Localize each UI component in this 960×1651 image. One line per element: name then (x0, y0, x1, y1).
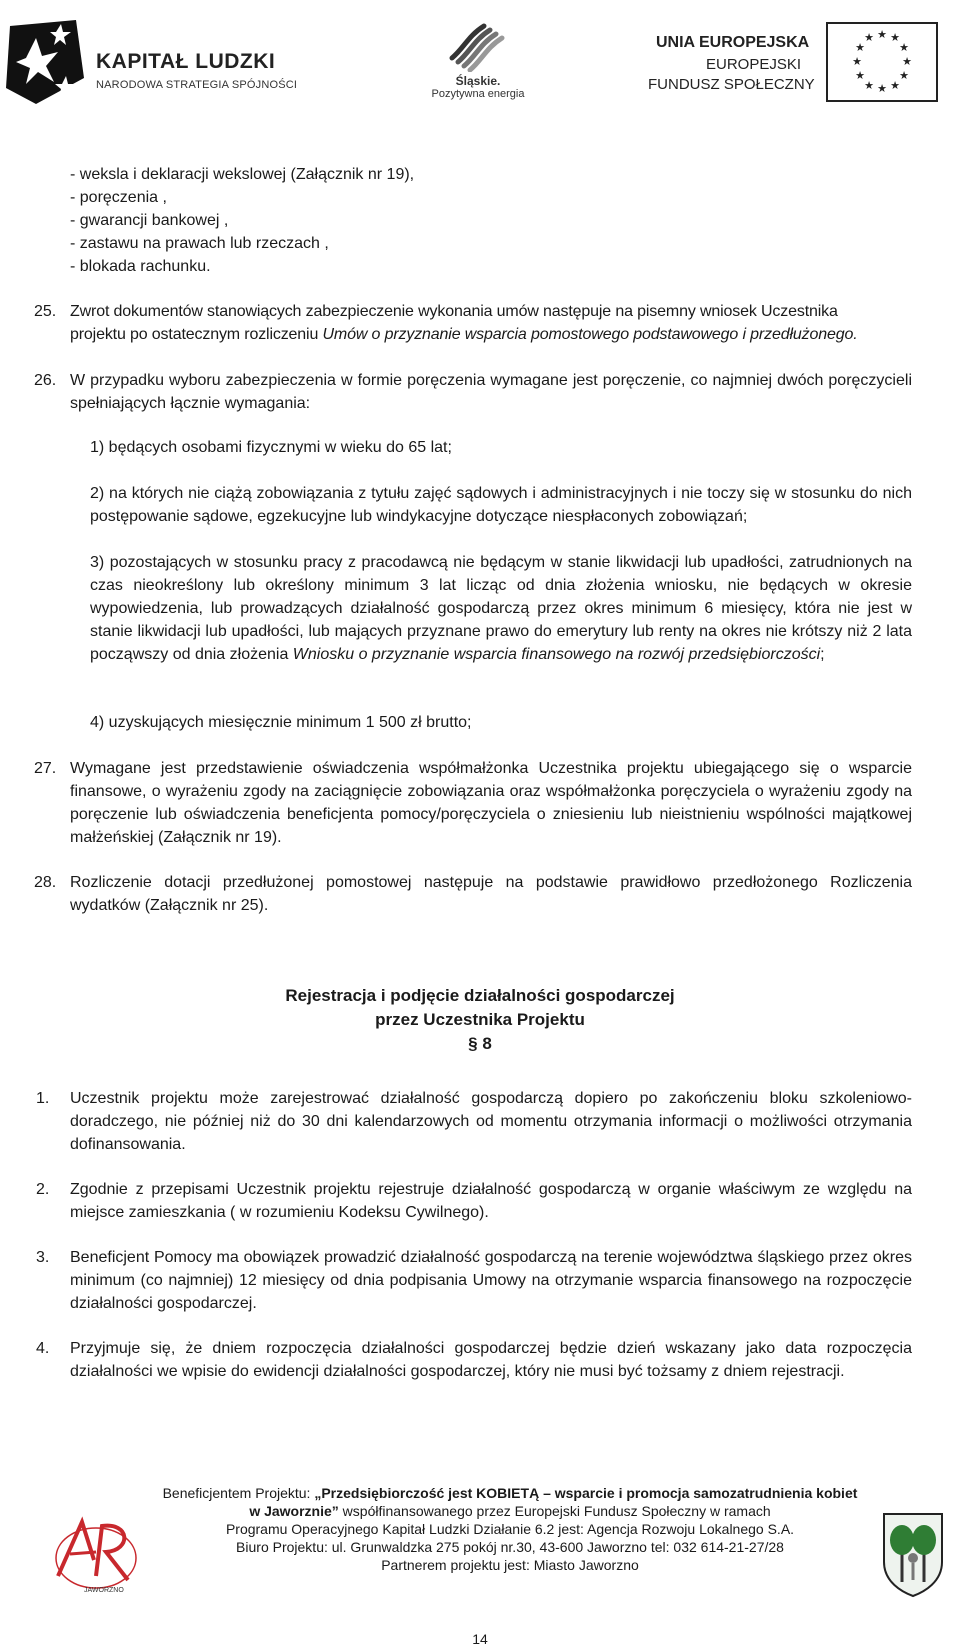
eu-logo (640, 22, 950, 112)
section-paragraph-sign: § 8 (468, 1034, 492, 1053)
slaskie-tagline: Pozytywna energia (431, 88, 525, 100)
footer-line-5: Partnerem projektu jest: Miasto Jaworzno (381, 1557, 639, 1573)
svg-text:★: ★ (855, 69, 865, 82)
requirement-item-3 (90, 551, 912, 666)
requirement-item-2: 2) na których nie ciążą zobowiązania z tytułu zajęć sądowych i administracyjnych i nie toczy się w stosunku do nich postępowanie sądowe, egzekucyjne lub windykacyjne dotyczące niespłaconych zobowiązań; (90, 485, 912, 525)
footer-beneficiary-label: Beneficjentem Projektu: (162, 1485, 315, 1501)
list-item: - weksla i deklaracji wekslowej (Załącznik nr 19), (70, 166, 415, 183)
kapital-ludzki-subtitle: NARODOWA STRATEGIA SPÓJNOŚCI (96, 79, 298, 91)
footer-cofinancing: współfinansowanego przez Europejski Fundusz Społeczny w ramach (338, 1503, 771, 1519)
svg-text:★: ★ (864, 79, 874, 92)
eu-title: UNIA EUROPEJSKA (656, 34, 810, 51)
paragraph-25-line1: Zwrot dokumentów stanowiących zabezpieczenie wykonania umów następuje na pisemny wniosek Uczestnika (70, 303, 838, 320)
eu-flag (826, 22, 938, 102)
section-heading-line2: przez Uczestnika Projektu (375, 1010, 585, 1029)
kapital-ludzki-logo (6, 18, 306, 108)
paragraph-25-text: projektu po ostatecznym rozliczeniu (70, 326, 323, 343)
paragraph-28-text: Rozliczenie dotacji przedłużonej pomostowej następuje na podstawie prawidłowo przedłożonego Rozliczenia wydatków (Załącznik nr 25). (70, 874, 912, 914)
section-item-1-text: Uczestnik projektu może zarejestrować działalność gospodarczą dopiero po zakończeniu bloku szkoleniowo-doradczego, nie później niż do 30 dni kalendarzowych od momentu otrzymania informacji o możliwości otrzymania dofinansowania. (70, 1090, 912, 1153)
paragraph-number: 2. (36, 1181, 50, 1198)
footer-project-name: „Przedsiębiorczość jest KOBIETĄ – wsparcie i promocja samozatrudnienia kobiet (314, 1485, 858, 1501)
requirement-item-4: 4) uzyskujących miesięcznie minimum 1 500 zł brutto; (90, 714, 472, 731)
slaskie-logo (408, 22, 548, 122)
list-item: - gwarancji bankowej , (70, 212, 229, 229)
svg-text:★: ★ (890, 79, 900, 92)
page-footer (0, 1478, 960, 1651)
paragraph-number: 1. (36, 1090, 50, 1107)
svg-text:★: ★ (864, 31, 874, 44)
list-item: - poręczenia , (70, 189, 167, 206)
footer-line-3: Programu Operacyjnego Kapitał Ludzki Działanie 6.2 jest: Agencja Rozwoju Lokalnego S.A. (225, 1521, 795, 1537)
section-item-4-text: Przyjmuje się, że dniem rozpoczęcia działalności gospodarczej będzie dzień wskazany jako data rozpoczęcia działalności we wpisie do ewidencji działalności gospodarczej, który nie musi być tożsamy z dniem rejestracji. (70, 1340, 912, 1380)
svg-text:★: ★ (877, 82, 887, 95)
kapital-ludzki-emblem-icon (6, 18, 86, 108)
paragraph-26-text: W przypadku wyboru zabezpieczenia w formie poręczenia wymagane jest poręczenie, co najmniej dwóch poręczycieli spełniających łącznie wymagania: (70, 372, 912, 412)
footer-line-1 (150, 1484, 870, 1502)
kapital-ludzki-title: KAPITAŁ LUDZKI (96, 50, 276, 73)
arl-logo (52, 1514, 142, 1594)
eu-subtitle-1: EUROPEJSKI (706, 56, 802, 73)
svg-text:★: ★ (890, 31, 900, 44)
footer-line-4: Biuro Projektu: ul. Grunwaldzka 275 pokój nr.30, 43-600 Jaworzno tel: 032 614-21-27/28 (236, 1539, 784, 1555)
list-item: - blokada rachunku. (70, 258, 211, 275)
footer-line-2 (150, 1502, 870, 1520)
slaskie-name: Śląskie. (455, 74, 501, 88)
arl-caption: JAWORZNO (84, 1587, 124, 1594)
list-item: - zastawu na prawach lub rzeczach , (70, 235, 329, 252)
jaworzno-crest-icon (880, 1508, 946, 1598)
eu-subtitle-2: FUNDUSZ SPOŁECZNY (648, 76, 815, 93)
requirement-item-3-italic: Wniosku o przyznanie wsparcia finansowego na rozwój przedsiębiorczości (292, 646, 821, 663)
paragraph-25-line2 (70, 323, 858, 346)
footer-project-name-end: w Jaworznie” (249, 1503, 339, 1519)
svg-text:★: ★ (855, 41, 865, 54)
paragraph-number: 26. (34, 372, 57, 389)
jaworzno-crest (880, 1508, 946, 1598)
arl-logo-icon (52, 1514, 142, 1594)
paragraph-number: 4. (36, 1340, 50, 1357)
paragraph-25-italic: Umów o przyznanie wsparcia pomostowego podstawowego i przedłużonego. (322, 326, 858, 343)
paragraph-27-text: Wymagane jest przedstawienie oświadczenia współmałżonka Uczestnika projektu ubiegającego się o wsparcie finansowe, o wyrażeniu zgody na zaciągnięcie zobowiązania oraz współmałżonka poręczyciela o wyrażeniu zgody na poręczenie lub oświadczenia beneficjenta pomocy/poręczyciela o zniesieniu lub nieistnieniu wspólności majątkowej małżeńskiej (Załącznik nr 19). (70, 760, 912, 846)
section-item-3-text: Beneficjent Pomocy ma obowiązek prowadzić działalność gospodarczą na terenie województwa śląskiego przez okres minimum (co najmniej) 12 miesięcy od dnia podpisania Umowy na otrzymanie wsparcia finansowego na rozpoczęcie działalności gospodarczej. (70, 1249, 912, 1312)
slaskie-wave-icon (448, 22, 508, 72)
paragraph-number: 27. (34, 760, 57, 777)
paragraph-number: 25. (34, 303, 57, 320)
svg-text:★: ★ (899, 69, 909, 82)
eu-stars-icon (828, 24, 936, 100)
section-item-2-text: Zgodnie z przepisami Uczestnik projektu rejestruje działalność gospodarczą w organie właściwym ze względu na miejsce zamieszkania ( w rozumieniu Kodeksu Cywilnego). (70, 1181, 912, 1221)
svg-text:★: ★ (899, 41, 909, 54)
paragraph-number: 3. (36, 1249, 50, 1266)
page-number: 14 (472, 1631, 488, 1647)
svg-text:★: ★ (852, 55, 862, 68)
svg-text:★: ★ (877, 28, 887, 41)
requirement-item-3-text: 3) pozostających w stosunku pracy z pracodawcą nie będącym w stanie likwidacji lub upadłości, zatrudnionych na czas nieokreślony lub określony minimum 3 lat licząc od dnia złożenia wniosku, nie będących w okresie wypowiedzenia, lub prowadzących działalność gospodarczą przez okres minimum 6 miesięcy, która nie jest w stanie likwidacji lub upadłości, lub mających przyznane prawo do emerytury lub renty na okres nie krótszy niż 2 lata począwszy od dnia złożenia (90, 554, 912, 663)
paragraph-number: 28. (34, 874, 57, 891)
requirement-item-3-end: ; (820, 646, 825, 663)
page-header (0, 0, 960, 130)
svg-text:★: ★ (902, 55, 912, 68)
section-heading-line1: Rejestracja i podjęcie działalności gospodarczej (285, 986, 675, 1005)
requirement-item-1: 1) będących osobami fizycznymi w wieku do 65 lat; (90, 439, 452, 456)
